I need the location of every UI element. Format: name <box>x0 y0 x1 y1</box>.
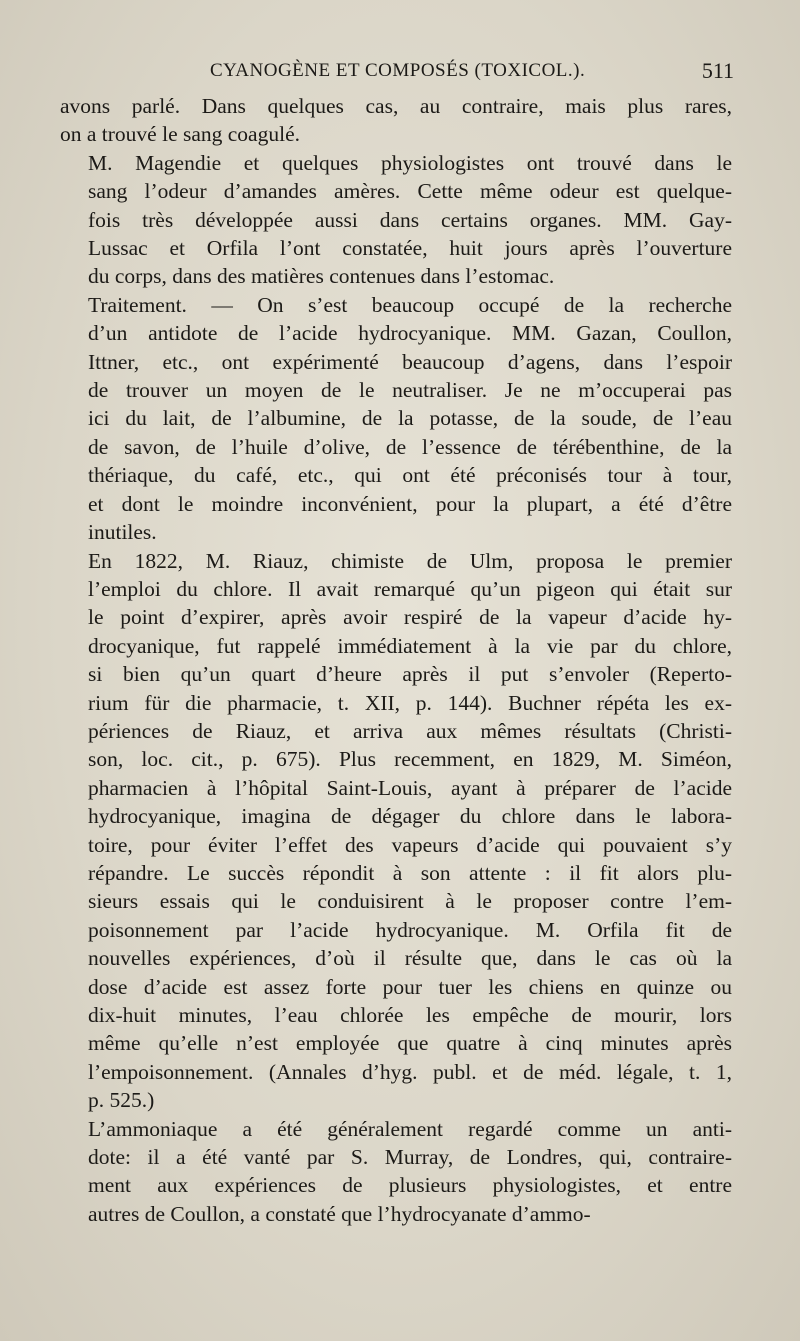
text-line: d’un antidote de l’acide hydrocyanique. MM. Gazan, Coullon, <box>88 321 732 346</box>
body-text <box>60 92 732 1228</box>
paragraph <box>60 291 732 547</box>
running-title: CYANOGÈNE ET COMPOSÉS (TOXICOL.). <box>210 60 586 81</box>
text-line: avons parlé. Dans quelques cas, au contraire, mais plus rares, <box>60 94 732 118</box>
text-line: de trouver un moyen de le neutraliser. Je ne m’occuperai pas <box>88 378 732 403</box>
text-line: dote: il a été vanté par S. Murray, de Londres, qui, contraire- <box>88 1145 732 1170</box>
paragraph <box>60 1115 732 1229</box>
text-line: du corps, dans des matières contenues dans l’estomac. <box>88 264 555 289</box>
text-line: dix-huit minutes, l’eau chlorée les empêche de mourir, lors <box>88 1003 732 1027</box>
text-line: périences de Riauz, et arriva aux mêmes résultats (Christi- <box>88 718 732 743</box>
text-line: de savon, de l’huile d’olive, de l’essence de térébenthine, de la <box>88 434 732 459</box>
text-line: et dont le moindre inconvénient, pour la plupart, a été d’être <box>88 491 732 516</box>
text-line: autres de Coullon, a constaté que l’hydrocyanate d’ammo- <box>88 1201 591 1226</box>
text-line: Traitement. — On s’est beaucoup occupé de la recherche <box>88 292 732 317</box>
text-line: nouvelles expériences, d’où il résulte que, dans le cas où la <box>88 946 732 971</box>
text-line: Lussac et Orfila l’ont constatée, huit jours après l’ouverture <box>88 236 732 261</box>
text-line: ici du lait, de l’albumine, de la potasse, de la soude, de l’eau <box>88 406 732 431</box>
text-line: on a trouvé le sang coagulé. <box>60 122 300 147</box>
text-line: ment aux expériences de plusieurs physiologistes, et entre <box>88 1173 732 1198</box>
text-line: si bien qu’un quart d’heure après il put s’envoler (Reperto- <box>88 662 732 687</box>
text-line: même qu’elle n’est employée que quatre à cinq minutes après <box>88 1031 732 1056</box>
text-line: p. 525.) <box>88 1088 155 1113</box>
text-line: toire, pour éviter l’effet des vapeurs d’acide qui pouvaient s’y <box>88 832 732 857</box>
text-line: l’emploi du chlore. Il avait remarqué qu’un pigeon qui était sur <box>88 576 732 601</box>
text-line: inutiles. <box>88 520 157 545</box>
text-line: sieurs essais qui le conduisirent à le proposer contre l’em- <box>88 889 732 914</box>
text-line: hydrocyanique, imagina de dégager du chlore dans le labora- <box>88 804 732 829</box>
text-line: fois très développée aussi dans certains organes. MM. Gay- <box>88 207 732 232</box>
text-line: l’empoisonnement. (Annales d’hyg. publ. et de méd. légale, t. 1, <box>88 1059 732 1084</box>
paragraph <box>60 547 732 1115</box>
text-line: le point d’expirer, après avoir respiré de la vapeur d’acide hy- <box>88 605 732 630</box>
text-line: rium für die pharmacie, t. XII, p. 144). Buchner répéta les ex- <box>88 690 732 715</box>
text-line: drocyanique, fut rappelé immédiatement à la vie par du chlore, <box>88 633 732 658</box>
text-line: répandre. Le succès répondit à son attente : il fit alors plu- <box>88 860 732 885</box>
text-line: thériaque, du café, etc., qui ont été préconisés tour à tour, <box>88 463 732 488</box>
text-line: poisonnement par l’acide hydrocyanique. M. Orfila fit de <box>88 917 732 942</box>
text-line: sang l’odeur d’amandes amères. Cette même odeur est quelque- <box>88 179 732 204</box>
text-line: En 1822, M. Riauz, chimiste de Ulm, proposa le premier <box>88 548 732 573</box>
text-line: son, loc. cit., p. 675). Plus recemment, en 1829, M. Siméon, <box>88 747 732 772</box>
text-line: Ittner, etc., ont expérimenté beaucoup d’agens, dans l’espoir <box>88 349 732 374</box>
text-line: pharmacien à l’hôpital Saint-Louis, ayant à préparer de l’acide <box>88 775 732 800</box>
page-header <box>60 60 732 90</box>
text-line: dose d’acide est assez forte pour tuer les chiens en quinze ou <box>88 974 732 999</box>
paragraph <box>60 92 732 149</box>
text-line: M. Magendie et quelques physiologistes ont trouvé dans le <box>88 150 732 175</box>
text-line: L’ammoniaque a été généralement regardé comme un anti- <box>88 1116 732 1141</box>
paragraph <box>60 149 732 291</box>
page-number: 511 <box>701 58 734 83</box>
